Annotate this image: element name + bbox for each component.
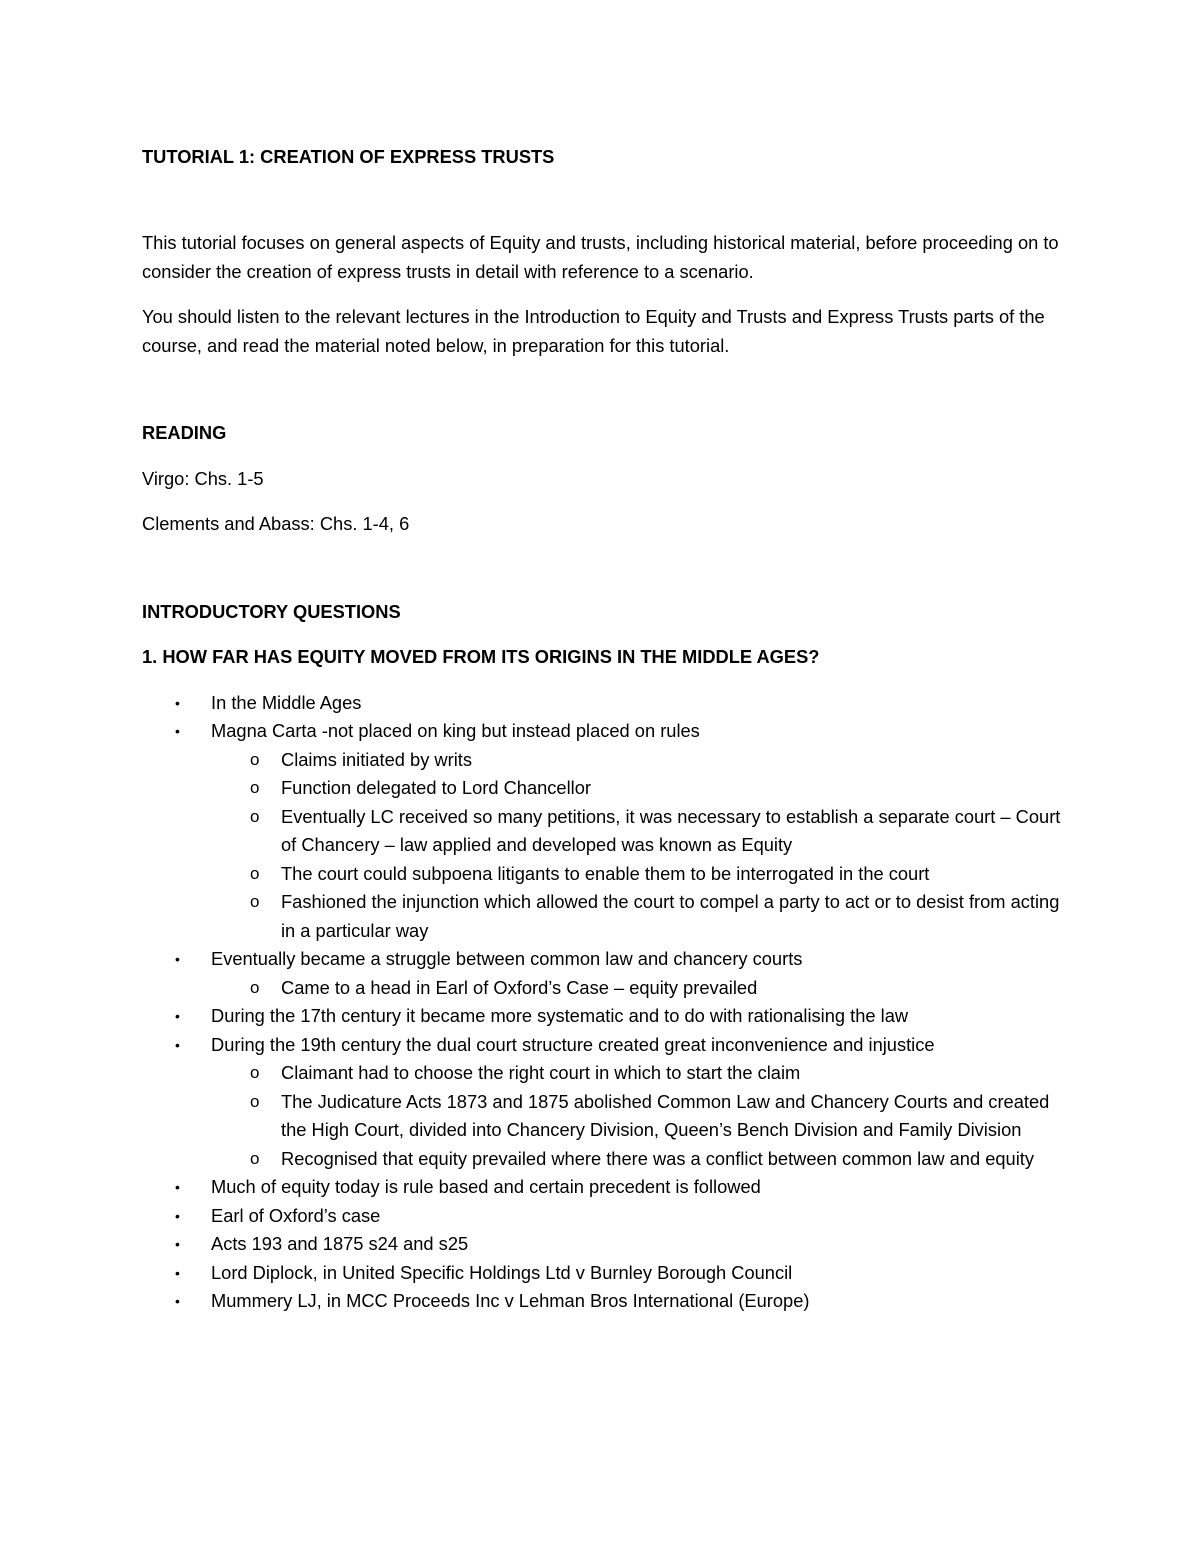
hollow-bullet-icon: o bbox=[250, 1063, 260, 1082]
bullet-icon: • bbox=[175, 1236, 180, 1252]
sub-list-item-text: Fashioned the injunction which allowed the court to compel a party to act or to desist from acting in a particular way bbox=[281, 891, 1060, 941]
intro-paragraph-2: You should listen to the relevant lectures in the Introduction to Equity and Trusts and Express Trusts parts of the course, and read the material noted below, in preparation for this tutorial. bbox=[142, 306, 1045, 356]
document-title: TUTORIAL 1: CREATION OF EXPRESS TRUSTS bbox=[142, 146, 555, 167]
list-item bbox=[142, 1259, 1062, 1288]
bullet-icon: • bbox=[175, 1036, 180, 1053]
sub-list bbox=[211, 746, 1062, 946]
bullet-icon: • bbox=[175, 1207, 180, 1224]
list-item-text: Mummery LJ, in MCC Proceeds Inc v Lehman Bros International (Europe) bbox=[211, 1290, 810, 1311]
bullet-list bbox=[142, 689, 1062, 1316]
hollow-bullet-icon: o bbox=[250, 806, 260, 826]
list-item bbox=[142, 1202, 1062, 1231]
bullet-icon: • bbox=[175, 951, 180, 967]
list-item bbox=[142, 717, 1062, 945]
list-item-text: Magna Carta -not placed on king but instead placed on rules bbox=[211, 720, 700, 741]
reading-item-clements: Clements and Abass: Chs. 1-4, 6 bbox=[142, 513, 410, 534]
sub-list-item bbox=[210, 1145, 1062, 1174]
question-1-heading: 1. HOW FAR HAS EQUITY MOVED FROM ITS ORIGINS IN THE MIDDLE AGES? bbox=[142, 646, 820, 667]
sub-list-item-text: The court could subpoena litigants to enable them to be interrogated in the court bbox=[281, 862, 930, 884]
list-item bbox=[142, 1287, 1062, 1316]
hollow-bullet-icon: o bbox=[250, 863, 260, 883]
list-item bbox=[142, 1230, 1062, 1259]
reading-item-virgo: Virgo: Chs. 1-5 bbox=[142, 467, 264, 489]
intro-paragraph-1: This tutorial focuses on general aspects of Equity and trusts, including historical material, before proceeding on to consider the creation of express trusts in detail with reference to a scenario. bbox=[142, 232, 1059, 282]
sub-list-item-text: Recognised that equity prevailed where there was a conflict between common law and equity bbox=[281, 1147, 1035, 1169]
sub-list-item-text: Claimant had to choose the right court in which to start the claim bbox=[281, 1062, 801, 1083]
list-item-text: Eventually became a struggle between common law and chancery courts bbox=[211, 948, 803, 969]
bullet-icon: • bbox=[175, 723, 180, 739]
bullet-icon: • bbox=[175, 1264, 180, 1281]
sub-list-item-text: The Judicature Acts 1873 and 1875 abolished Common Law and Chancery Courts and created the High Court, divided into Chancery Division, Queen’s Bench Division and Family Division bbox=[281, 1090, 1050, 1140]
sub-list bbox=[211, 974, 1062, 1003]
bullet-icon: • bbox=[175, 1008, 180, 1024]
introductory-questions-heading: INTRODUCTORY QUESTIONS bbox=[142, 600, 401, 622]
hollow-bullet-icon: o bbox=[250, 977, 260, 997]
hollow-bullet-icon: o bbox=[250, 749, 260, 769]
list-item-text: During the 19th century the dual court structure created great inconvenience and injustice bbox=[211, 1033, 935, 1055]
list-item bbox=[142, 1173, 1062, 1202]
list-item bbox=[142, 945, 1062, 1002]
sub-list-item-text: Claims initiated by writs bbox=[281, 748, 472, 770]
sub-list-item bbox=[210, 746, 1062, 775]
sub-list-item bbox=[210, 774, 1062, 803]
sub-list-item bbox=[210, 888, 1062, 945]
reading-heading: READING bbox=[142, 422, 227, 443]
sub-list bbox=[211, 1059, 1062, 1173]
list-item bbox=[142, 1002, 1062, 1031]
sub-list-item bbox=[210, 974, 1062, 1003]
sub-list-item-text: Eventually LC received so many petitions, it was necessary to establish a separate court – Court of Chancery – law applied and developed was known as Equity bbox=[281, 805, 1061, 855]
bullet-icon: • bbox=[175, 1179, 180, 1195]
sub-list-item bbox=[210, 803, 1062, 860]
list-item bbox=[142, 1031, 1062, 1174]
bullet-icon: • bbox=[175, 1293, 180, 1309]
bullet-icon: • bbox=[175, 694, 180, 711]
hollow-bullet-icon: o bbox=[250, 778, 260, 797]
list-item-text: Lord Diplock, in United Specific Holdings Ltd v Burnley Borough Council bbox=[211, 1261, 793, 1283]
list-item-text: During the 17th century it became more systematic and to do with rationalising the law bbox=[211, 1005, 909, 1026]
list-item-text: In the Middle Ages bbox=[211, 691, 362, 713]
hollow-bullet-icon: o bbox=[250, 1091, 260, 1111]
sub-list-item-text: Function delegated to Lord Chancellor bbox=[281, 777, 591, 798]
sub-list-item bbox=[210, 1059, 1062, 1088]
hollow-bullet-icon: o bbox=[250, 1148, 260, 1168]
sub-list-item bbox=[210, 1088, 1062, 1145]
sub-list-item-text: Came to a head in Earl of Oxford’s Case – equity prevailed bbox=[281, 976, 758, 998]
list-item-text: Much of equity today is rule based and certain precedent is followed bbox=[211, 1176, 761, 1197]
hollow-bullet-icon: o bbox=[250, 892, 260, 911]
document-body bbox=[142, 143, 1062, 1316]
list-item bbox=[142, 689, 1062, 718]
list-item-text: Earl of Oxford’s case bbox=[211, 1204, 381, 1226]
sub-list-item bbox=[210, 860, 1062, 889]
list-item-text: Acts 193 and 1875 s24 and s25 bbox=[211, 1233, 469, 1254]
